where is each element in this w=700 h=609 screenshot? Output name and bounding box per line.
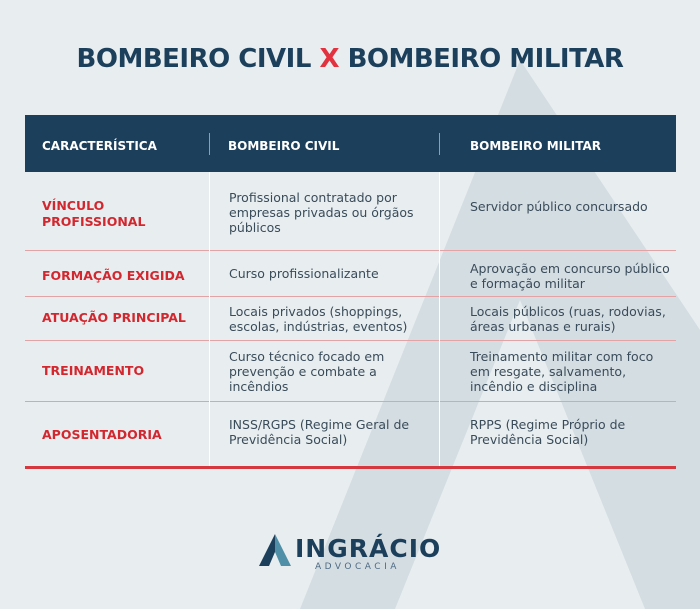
column-separator (439, 172, 440, 466)
table-bottom-border (25, 466, 676, 469)
row-civil-value: INSS/RGPS (Regime Geral de Previdência Social) (229, 417, 410, 447)
table-header (25, 115, 676, 172)
header-divider (439, 133, 440, 155)
row-militar-value: Aprovação em concurso público e formação militar (470, 261, 670, 291)
row-militar-value: Servidor público concursado (470, 199, 648, 214)
row-civil-value: Curso profissionalizante (229, 266, 379, 281)
row-key: TREINAMENTO (42, 363, 145, 378)
logo-name: INGRÁCIO (295, 534, 442, 563)
row-militar-value: RPPS (Regime Próprio de Previdência Social) (470, 417, 626, 447)
table-row (25, 251, 676, 297)
header-bombeiro-civil: BOMBEIRO CIVIL (228, 139, 340, 153)
header-caracteristica: CARACTERÍSTICA (42, 139, 157, 153)
title-part-militar: BOMBEIRO MILITAR (347, 44, 624, 74)
title-part-civil: BOMBEIRO CIVIL (76, 44, 311, 74)
row-civil-value: Locais privados (shoppings, escolas, indústrias, eventos) (229, 304, 408, 334)
row-militar-value: Locais públicos (ruas, rodovias, áreas urbanas e rurais) (470, 304, 666, 334)
table-row (25, 172, 676, 251)
table-row (25, 341, 676, 402)
row-key: FORMAÇÃO EXIGIDA (42, 268, 185, 283)
page-title (0, 44, 700, 74)
logo-subtitle: ADVOCACIA (315, 562, 400, 572)
row-key: APOSENTADORIA (42, 427, 162, 442)
row-militar-value: Treinamento militar com foco em resgate, salvamento, incêndio e disciplina (470, 349, 654, 394)
row-key: ATUAÇÃO PRINCIPAL (42, 310, 186, 325)
row-key: VÍNCULO PROFISSIONAL (42, 198, 146, 229)
triangle-logo-icon (257, 532, 293, 568)
comparison-table (25, 115, 676, 466)
header-bombeiro-militar: BOMBEIRO MILITAR (470, 139, 602, 153)
row-civil-value: Curso técnico focado em prevenção e combate a incêndios (229, 349, 385, 394)
title-x: X (319, 44, 339, 74)
table-row (25, 402, 676, 466)
header-divider (209, 133, 210, 155)
table-row (25, 297, 676, 341)
row-civil-value: Profissional contratado por empresas privadas ou órgãos públicos (229, 190, 414, 235)
column-separator (209, 172, 210, 466)
